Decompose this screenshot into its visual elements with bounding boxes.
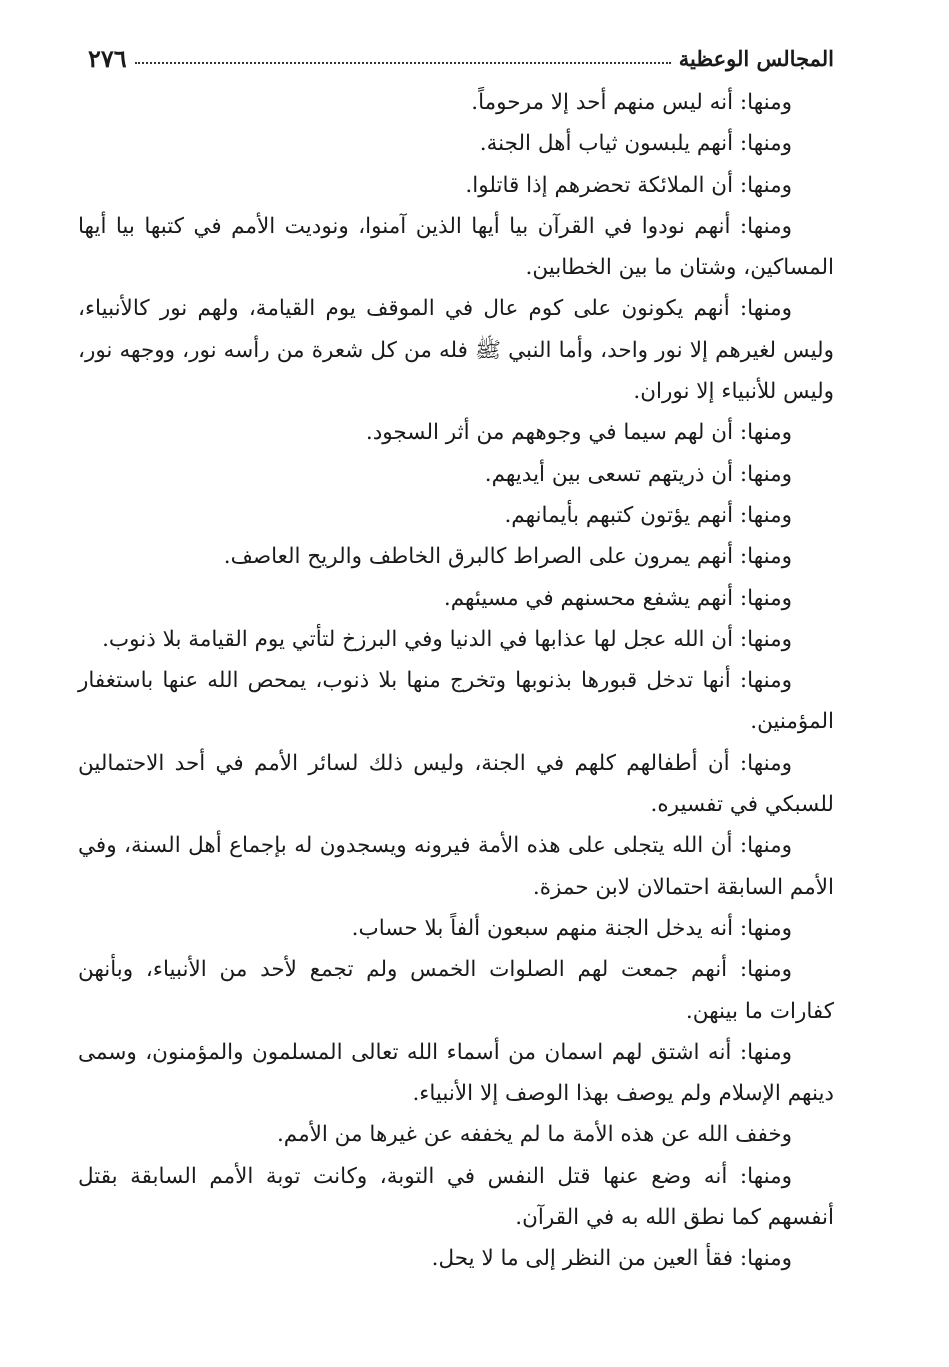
paragraph: ومنها: أن الله عجل لها عذابها في الدنيا وفي البرزخ لتأتي يوم القيامة بلا ذنوب. xyxy=(102,626,792,652)
paragraph: ومنها: أنه وضع عنها قتل النفس في التوبة، وكانت توبة الأمم السابقة بقتل أنفسهم كما نطق الله به في القرآن. xyxy=(78,1163,834,1231)
paragraph: ومنها: أنهم يشفع محسنهم في مسيئهم. xyxy=(443,585,792,611)
paragraph: ومنها: فقأ العين من النظر إلى ما لا يحل. xyxy=(431,1246,792,1272)
paragraph: ومنها: أن أطفالهم كلهم في الجنة، وليس ذلك لسائر الأمم في أحد الاحتمالين للسبكي في تفسيره. xyxy=(78,750,834,818)
paragraph: وخفف الله عن هذه الأمة ما لم يخففه عن غيرها من الأمم. xyxy=(276,1122,792,1148)
paragraph: ومنها: أنه اشتق لهم اسمان من أسماء الله تعالى المسلمون والمؤمنون، وسمى دينهم الإسلام ولم يوصف بهذا الوصف إلا الأنبياء. xyxy=(78,1039,834,1107)
paragraph: ومنها: أن الملائكة تحضرهم إذا قاتلوا. xyxy=(465,172,792,198)
paragraph: ومنها: أن ذريتهم تسعى بين أيديهم. xyxy=(484,461,792,487)
paragraph: ومنها: أن لهم سيما في وجوههم من أثر السجود. xyxy=(365,420,792,446)
paragraph: ومنها: أنهم يمرون على الصراط كالبرق الخاطف والريح العاصف. xyxy=(223,544,792,570)
page-header xyxy=(78,38,834,78)
header-dotted-rule xyxy=(135,62,671,64)
paragraph: ومنها: أنه يدخل الجنة منهم سبعون ألفاً بلا حساب. xyxy=(351,915,792,941)
paragraph: ومنها: أنهم نودوا في القرآن بيا أيها الذين آمنوا، ونوديت الأمم في كتبها بيا أيها المساكين، وشتان ما بين الخطابين. xyxy=(78,213,834,281)
paragraph: ومنها: أن الله يتجلى على هذه الأمة فيرونه ويسجدون له بإجماع أهل السنة، وفي الأمم السابقة احتمالان لابن حمزة. xyxy=(78,833,834,900)
paragraph: ومنها: أنهم يؤتون كتبهم بأيمانهم. xyxy=(504,502,792,528)
paragraph: ومنها: أنهم يكونون على كوم عال في الموقف يوم القيامة، ولهم نور كالأنبياء، وليس لغيرهم إلا نور واحد، وأما النبي ﷺ فله من كل شعرة من رأسه نور، ووجهه نور، وليس للأنبياء إلا نوران. xyxy=(78,296,834,405)
book-page xyxy=(78,38,834,1338)
paragraph: ومنها: أنه ليس منهم أحد إلا مرحوماً. xyxy=(471,90,792,115)
paragraph: ومنها: أنهم جمعت لهم الصلوات الخمس ولم تجمع لأحد من الأنبياء، وبأنهن كفارات ما بينهن. xyxy=(78,957,834,1024)
paragraph: ومنها: أنها تدخل قبورها بذنوبها وتخرج منها بلا ذنوب، يمحص الله عنها باستغفار المؤمنين. xyxy=(78,668,834,735)
paragraph: ومنها: أنهم يلبسون ثياب أهل الجنة. xyxy=(479,131,792,157)
page-body xyxy=(78,82,834,1280)
running-title: المجالس الوعظية xyxy=(678,45,834,71)
page-number: ٢٧٦ xyxy=(88,43,127,73)
